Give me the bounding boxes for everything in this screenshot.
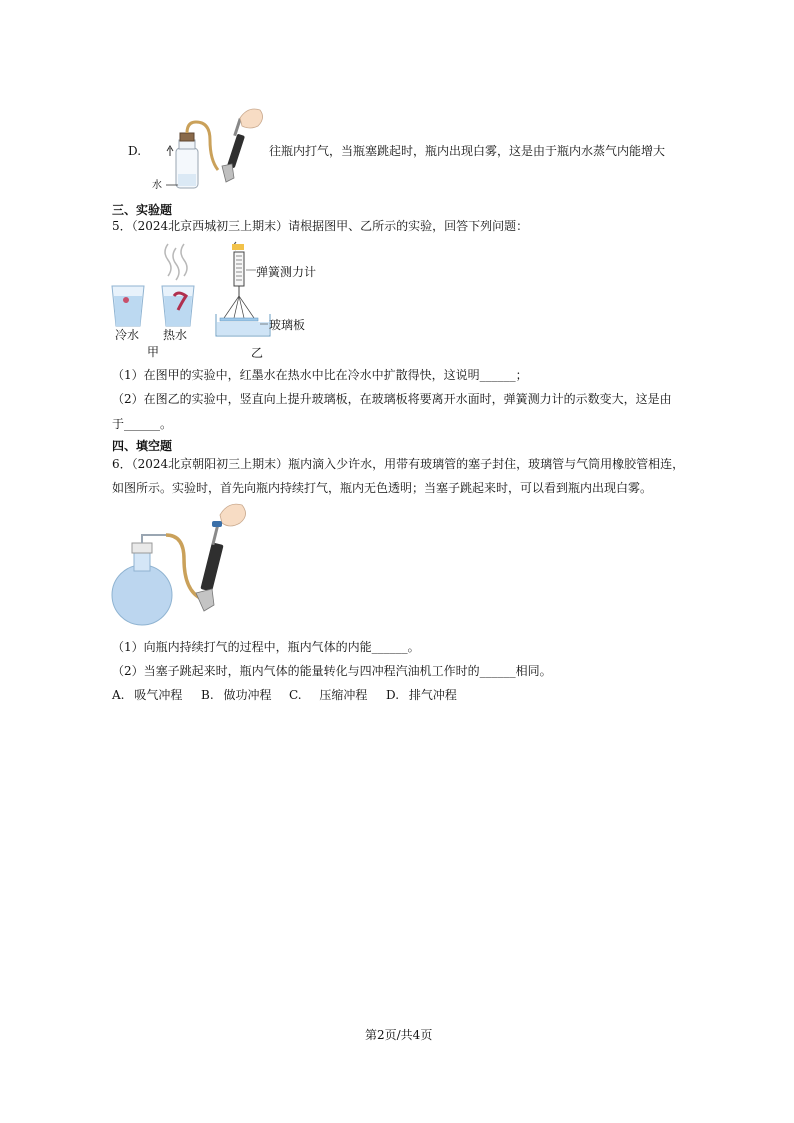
bottle-pump-illustration xyxy=(148,104,268,196)
section-heading-fill-in: 四、填空题 xyxy=(112,439,173,453)
option-a-text: 吸气冲程 xyxy=(134,688,183,702)
page-number: 第2页/共4页 xyxy=(365,1028,433,1042)
question-6-part-2: （2）当塞子跳起来时，瓶内气体的能量转化与四冲程汽油机工作时的______相同。 xyxy=(112,664,552,678)
option-c-text: 压缩冲程 xyxy=(319,688,368,702)
option-b xyxy=(201,687,271,703)
spring-scale-figure xyxy=(216,240,276,340)
water-label: 水 xyxy=(152,180,162,191)
question-6-line-2: 如图所示。实验时，首先向瓶内持续打气，瓶内无色透明；当塞子跳起来时，可以看到瓶内出现白雾。 xyxy=(112,481,653,495)
question-6-part-1: （1）向瓶内持续打气的过程中，瓶内气体的内能______。 xyxy=(112,640,420,654)
option-d-label: D. xyxy=(128,144,142,158)
cold-water-label: 冷水 xyxy=(115,328,140,342)
option-d xyxy=(386,687,457,703)
diffusion-beakers-figure xyxy=(108,240,208,330)
option-c-letter: C. xyxy=(289,688,302,702)
flask-pump-illustration xyxy=(108,503,256,635)
option-d-text: 往瓶内打气，当瓶塞跳起时，瓶内出现白雾，这是由于瓶内水蒸气内能增大 xyxy=(269,144,666,158)
figure-jia-label: 甲 xyxy=(147,345,160,359)
option-b-letter: B. xyxy=(201,688,214,702)
question-6-line-1: 6．（2024北京朝阳初三上期末）瓶内滴入少许水，用带有玻璃管的塞子封住，玻璃管与气筒用橡胶管相连， xyxy=(112,457,685,471)
option-c xyxy=(289,687,367,703)
option-d-text-option: 排气冲程 xyxy=(408,688,457,702)
option-a xyxy=(112,687,182,703)
question-5-part-2-line-1: （2）在图乙的实验中，竖直向上提升玻璃板，在玻璃板将要离开水面时，弹簧测力计的示数变大，这是由 xyxy=(112,392,672,406)
spring-scale-label: 弹簧测力计 xyxy=(256,265,317,279)
hot-water-label: 热水 xyxy=(163,328,188,342)
option-d-letter: D. xyxy=(386,688,400,702)
question-5-part-2-line-2: 于______。 xyxy=(112,417,173,431)
section-heading-experiment: 三、实验题 xyxy=(112,203,173,217)
option-a-letter: A. xyxy=(112,688,125,702)
question-5-stem: 5．（2024北京西城初三上期末）请根据图甲、乙所示的实验，回答下列问题： xyxy=(112,219,529,233)
question-5-part-1: （1）在图甲的实验中，红墨水在热水中比在冷水中扩散得快，这说明______； xyxy=(112,368,528,382)
glass-plate-label: 玻璃板 xyxy=(269,318,306,332)
option-b-text: 做功冲程 xyxy=(223,688,272,702)
figure-yi-label: 乙 xyxy=(251,346,264,360)
